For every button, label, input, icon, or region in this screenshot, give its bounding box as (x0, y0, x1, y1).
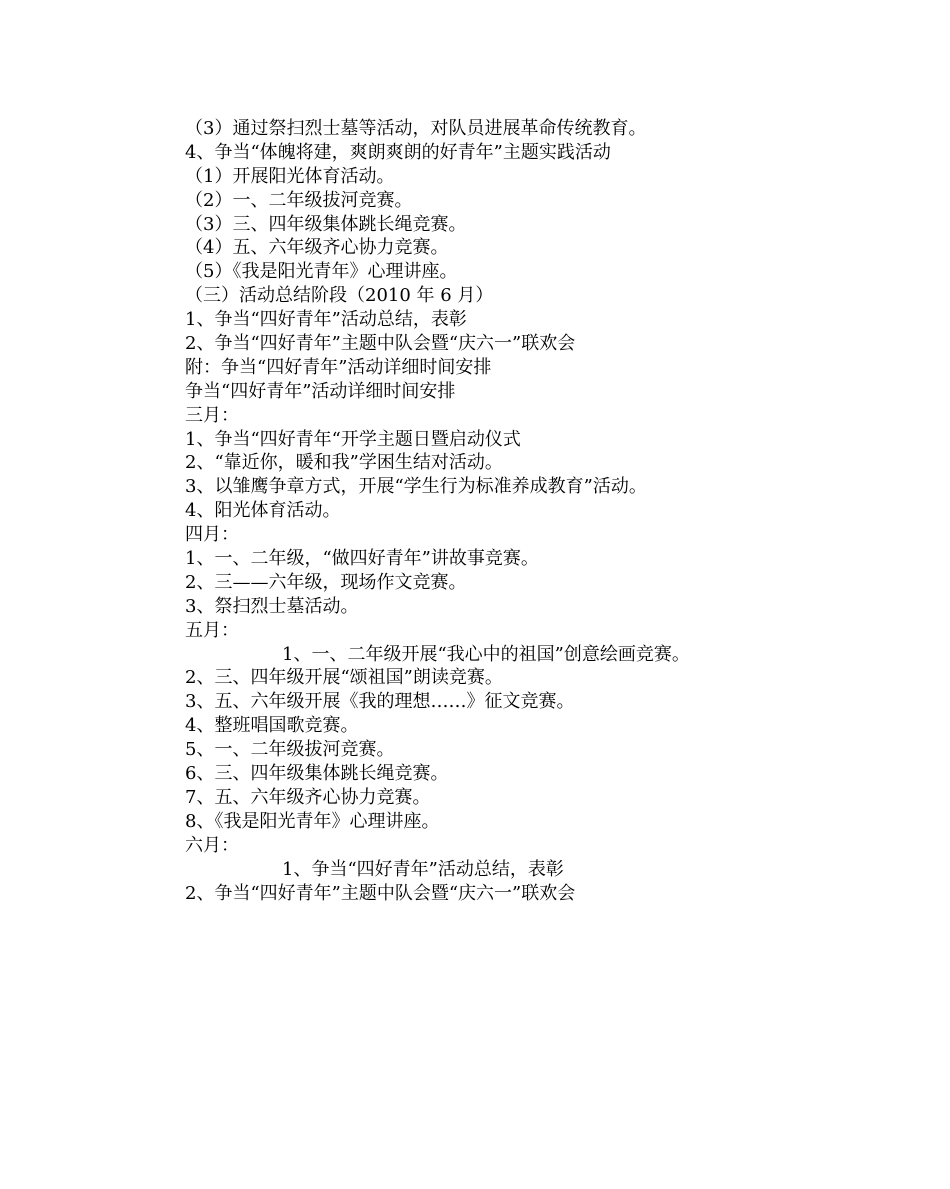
text-line: （4）五、六年级齐心协力竞赛。 (185, 237, 449, 259)
section-heading: （三）活动总结阶段（2010 年 6 月） (185, 285, 494, 307)
text-line: 1、争当“四好青年“开学主题日暨启动仪式 (185, 428, 521, 450)
text-line: （1）开展阳光体育活动。 (185, 165, 395, 187)
text-line: （3）三、四年级集体跳长绳竞赛。 (185, 213, 467, 235)
text-line: 2、争当“四好青年”主题中队会暨“庆六一”联欢会 (185, 882, 576, 904)
document-body (185, 117, 885, 905)
text-line: （2）一、二年级拔河竞赛。 (185, 189, 413, 211)
text-line: 3、以雏鹰争章方式，开展“学生行为标准养成教育”活动。 (185, 476, 647, 498)
appendix-heading: 附：争当“四好青年”活动详细时间安排 (185, 356, 492, 378)
month-heading: 四月： (185, 524, 239, 546)
text-line: 5、一、二年级拔河竞赛。 (185, 739, 395, 761)
text-line: 4、整班唱国歌竞赛。 (185, 715, 359, 737)
text-line: 1、争当“四好青年”活动总结，表彰 (282, 858, 564, 880)
text-line: 2、三——六年级，现场作文竞赛。 (185, 571, 467, 593)
text-line: 1、争当“四好青年”活动总结，表彰 (185, 309, 467, 331)
text-line: 2、三、四年级开展“颂祖国”朗读竞赛。 (185, 667, 503, 689)
text-line: 7、五、六年级齐心协力竞赛。 (185, 786, 431, 808)
schedule-title: 争当“四好青年”活动详细时间安排 (185, 380, 456, 402)
text-line: 2、争当“四好青年”主题中队会暨“庆六一”联欢会 (185, 333, 576, 355)
month-heading: 五月： (185, 619, 239, 641)
text-line: 1、一、二年级，“做四好青年”讲故事竞赛。 (185, 548, 539, 570)
text-line: 4、争当“体魄将建，爽朗爽朗的好青年”主题实践活动 (185, 141, 611, 163)
text-line: 6、三、四年级集体跳长绳竞赛。 (185, 763, 449, 785)
text-line: 1、一、二年级开展“我心中的祖国”创意绘画竞赛。 (282, 643, 690, 665)
text-line: 8、《我是阳光青年》心理讲座。 (185, 810, 440, 832)
text-line: 3、五、六年级开展《我的理想……》征文竞赛。 (185, 691, 575, 713)
text-line: 4、阳光体育活动。 (185, 500, 341, 522)
text-line: （5）《我是阳光青年》心理讲座。 (185, 261, 458, 283)
text-line: （3）通过祭扫烈士墓等活动，对队员进展革命传统教育。 (185, 118, 647, 139)
month-heading: 六月： (185, 834, 239, 856)
text-line: 3、祭扫烈士墓活动。 (185, 595, 359, 617)
month-heading: 三月： (185, 404, 239, 426)
text-line: 2、“靠近你，暖和我”学困生结对活动。 (185, 452, 503, 474)
